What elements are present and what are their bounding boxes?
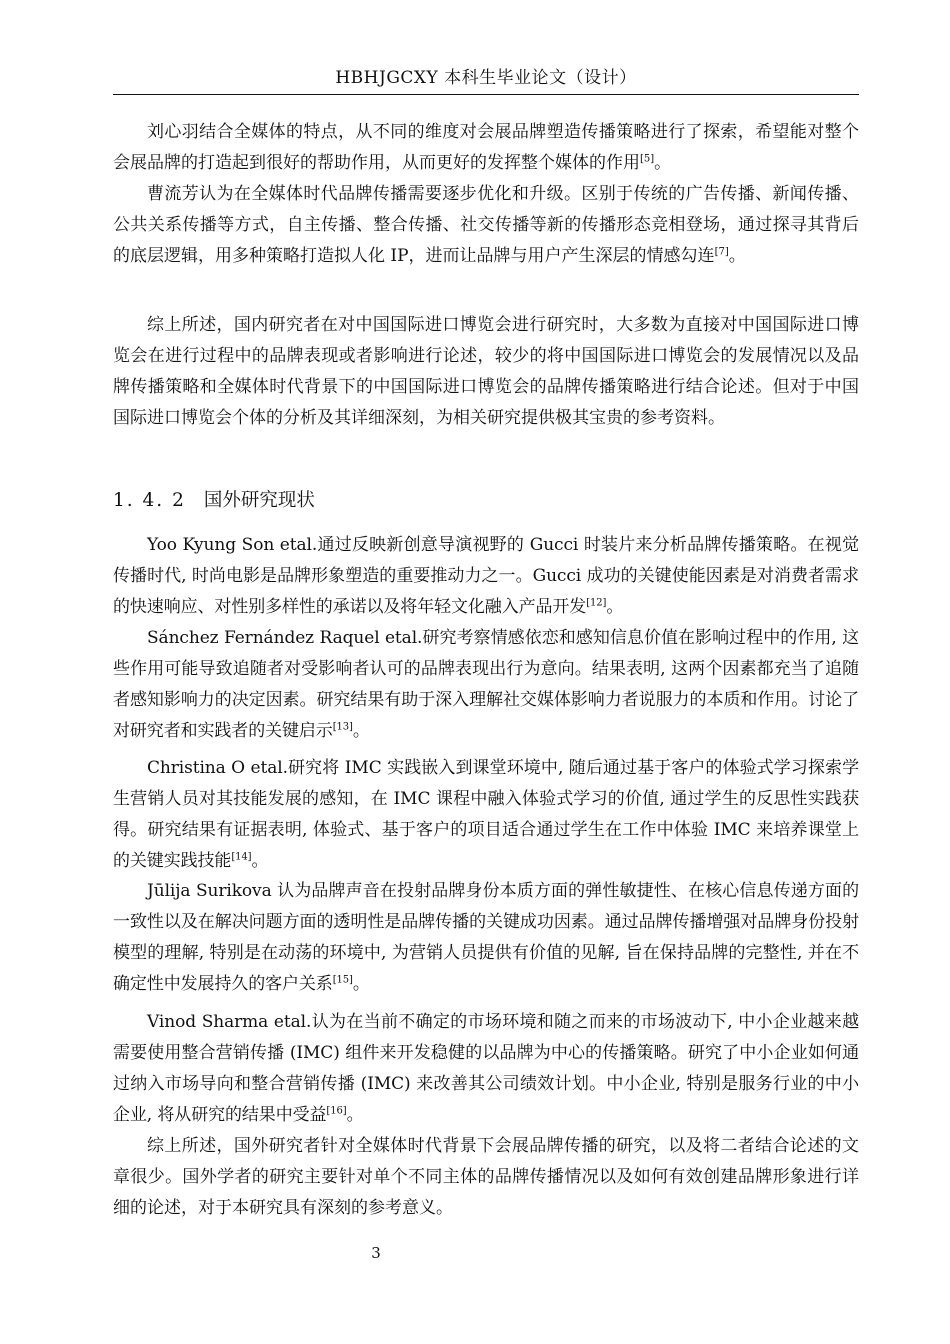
paragraph-tail: 。 bbox=[251, 851, 269, 871]
citation-14: [14] bbox=[231, 851, 252, 863]
citation-7: [7] bbox=[714, 246, 729, 258]
foreign-paragraph-3 bbox=[113, 753, 859, 877]
paragraph-text: Vinod Sharma etal.认为在当前不确定的市场环境和随之而来的市场波动下, 中小企业越来越需要使用整合营销传播 (IMC) 组件来开发稳健的以品牌为中心的传播策略。研究了中小企业如何通过纳入市场导向和整合营销传播 (IMC) 来改善其公司绩效计划。中小企业, 特别是服务行业的中小企业, 将从研究的结果中受益 bbox=[113, 1012, 859, 1125]
paragraph-text: Jūlija Surikova 认为品牌声音在投射品牌身份本质方面的弹性敏捷性、在核心信息传递方面的一致性以及在解决问题方面的透明性是品牌传播的关键成功因素。通过品牌传播增强对品牌身份投射模型的理解, 特别是在动荡的环境中, 为营销人员提供有价值的见解, 旨在保持品牌的完整性, 并在不确定性中发展持久的客户关系 bbox=[113, 881, 859, 994]
foreign-paragraph-4 bbox=[113, 876, 859, 1000]
paragraph-tail: 。 bbox=[346, 1105, 364, 1125]
section-number: 1. 4. 2 bbox=[113, 490, 186, 511]
citation-15: [15] bbox=[332, 974, 353, 986]
citation-12: [12] bbox=[586, 597, 607, 609]
paragraph-tail: 。 bbox=[654, 153, 672, 173]
foreign-paragraph-2 bbox=[113, 623, 859, 747]
paragraph-text: 刘心羽结合全媒体的特点，从不同的维度对会展品牌塑造传播策略进行了探索，希望能对整个会展品牌的打造起到很好的帮助作用，从而更好的发挥整个媒体的作用 bbox=[113, 122, 859, 173]
foreign-paragraph-5 bbox=[113, 1007, 859, 1131]
paragraph-text: Sánchez Fernández Raquel etal.研究考察情感依恋和感知信息价值在影响过程中的作用, 这些作用可能导致追随者对受影响者认可的品牌表现出行为意向。结果表明, 这两个因素都充当了追随者感知影响力的决定因素。研究结果有助于深入理解社交媒体影响力者说服力的本质和作用。讨论了对研究者和实践者的关键启示 bbox=[113, 628, 859, 741]
section-heading bbox=[113, 487, 859, 515]
running-header: HBHJGCXY 本科生毕业论文（设计） bbox=[335, 68, 637, 88]
citation-5: [5] bbox=[640, 153, 655, 165]
paragraph-text: Yoo Kyung Son etal.通过反映新创意导演视野的 Gucci 时装片来分析品牌传播策略。在视觉传播时代, 时尚电影是品牌形象塑造的重要推动力之一。Gucci 成功的关键使能因素是对消费者需求的快速响应、对性别多样性的承诺以及将年轻文化融入产品开发 bbox=[113, 535, 859, 617]
header-rule bbox=[113, 94, 859, 95]
citation-13: [13] bbox=[332, 721, 353, 733]
paragraph-text: 综上所述，国外研究者针对全媒体时代背景下会展品牌传播的研究，以及将二者结合论述的文章很少。国外学者的研究主要针对单个不同主体的品牌传播情况以及如何有效创建品牌形象进行详细的论述，对于本研究具有深刻的参考意义。 bbox=[113, 1136, 859, 1218]
foreign-summary-paragraph bbox=[113, 1131, 859, 1224]
page-number: 3 bbox=[371, 1244, 381, 1262]
foreign-paragraph-1 bbox=[113, 530, 859, 623]
paragraph-tail: 。 bbox=[352, 974, 370, 994]
paragraph-tail: 。 bbox=[728, 246, 746, 266]
domestic-summary-paragraph bbox=[113, 310, 859, 434]
section-title: 国外研究现状 bbox=[203, 490, 315, 511]
paragraph-tail: 。 bbox=[352, 721, 370, 741]
paragraph-tail: 。 bbox=[606, 597, 624, 617]
domestic-paragraph-1 bbox=[113, 117, 859, 179]
domestic-paragraph-2 bbox=[113, 179, 859, 272]
citation-16: [16] bbox=[326, 1105, 347, 1117]
paragraph-text: Christina O etal.研究将 IMC 实践嵌入到课堂环境中, 随后通过基于客户的体验式学习探索学生营销人员对其技能发展的感知，在 IMC 课程中融入体验式学习的价值, 通过学生的反思性实践获得。研究结果有证据表明, 体验式、基于客户的项目适合通过学生在工作中体验 IMC 来培养课堂上的关键实践技能 bbox=[113, 758, 859, 871]
paragraph-text: 曹流芳认为在全媒体时代品牌传播需要逐步优化和升级。区别于传统的广告传播、新闻传播、公共关系传播等方式，自主传播、整合传播、社交传播等新的传播形态竞相登场，通过探寻其背后的底层逻辑，用多种策略打造拟人化 IP，进而让品牌与用户产生深层的情感勾连 bbox=[113, 184, 859, 266]
paragraph-text: 综上所述，国内研究者在对中国国际进口博览会进行研究时，大多数为直接对中国国际进口博览会在进行过程中的品牌表现或者影响进行论述，较少的将中国国际进口博览会的发展情况以及品牌传播策略和全媒体时代背景下的中国国际进口博览会的品牌传播策略进行结合论述。但对于中国国际进口博览会个体的分析及其详细深刻，为相关研究提供极其宝贵的参考资料。 bbox=[113, 315, 859, 428]
